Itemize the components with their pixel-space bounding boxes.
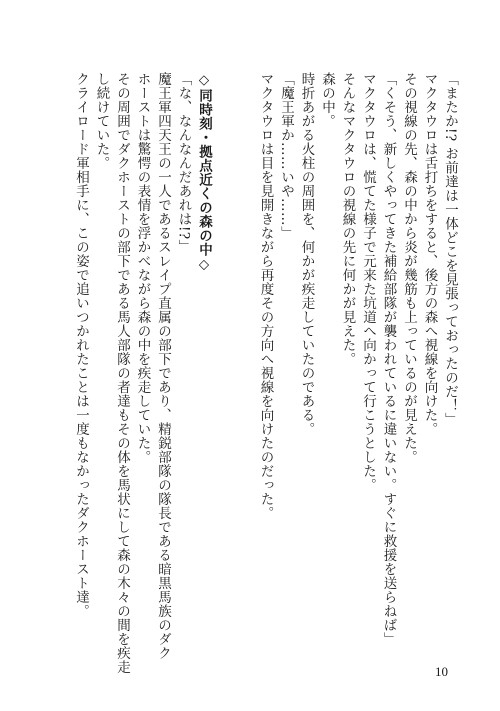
scene-heading: ◇同時刻・拠点近くの森の中◇ [196,72,212,273]
text-line: マクタウロは、慌てた様子で元来た坑道へ向かって行こうとした。 [360,72,376,492]
text-line: マクタウロは舌打ちをすると、後方の森へ視線を向けた。 [421,72,438,436]
text-line: 「またか!? お前達は一体どこを見張っておったのだ！」 [442,72,458,427]
text-line: 「な、なんなんだあれは!?」 [175,72,192,254]
text-line: その周囲でダクホーストの部下である馬人部隊の者達もその体を馬状にして森の木々の間を疾走 [114,72,130,674]
blank-line [214,72,235,592]
text-line: ホーストは驚愕の表情を浮かべながら森の中を疾走していた。 [134,72,151,464]
text-line: そんなマクタウロの視線の先に何かが見えた。 [339,72,356,366]
text-line: 「くそう、新しくやってきた補給部隊が襲われているに違いない。すぐに救援を送らねば」 [380,72,397,646]
text-line: し続けていた。 [93,72,110,170]
blank-line [235,72,256,592]
text-line: 魔王軍四天王の一人であるスレイプ直属の部下であり、精鋭部隊の隊長である暗黒馬族のダク [155,72,171,660]
text-line: 時折あがる火柱の周囲を、何かが疾走していたのである。 [298,72,315,436]
text-line: 「魔王軍か……いや……」 [278,72,294,240]
text-line: その視線の先、森の中から炎が幾筋も上っているのが見えた。 [401,72,417,464]
text-line: 森の中。 [319,72,335,128]
page-number: 10 [435,664,448,679]
text-line: クライロード軍相手に、この姿で追いつかれたことは一度もなかったダクホースト達。 [73,72,89,618]
text-line: マクタウロは目を見開きながら再度その方向へ視線を向けたのだった。 [257,72,274,520]
